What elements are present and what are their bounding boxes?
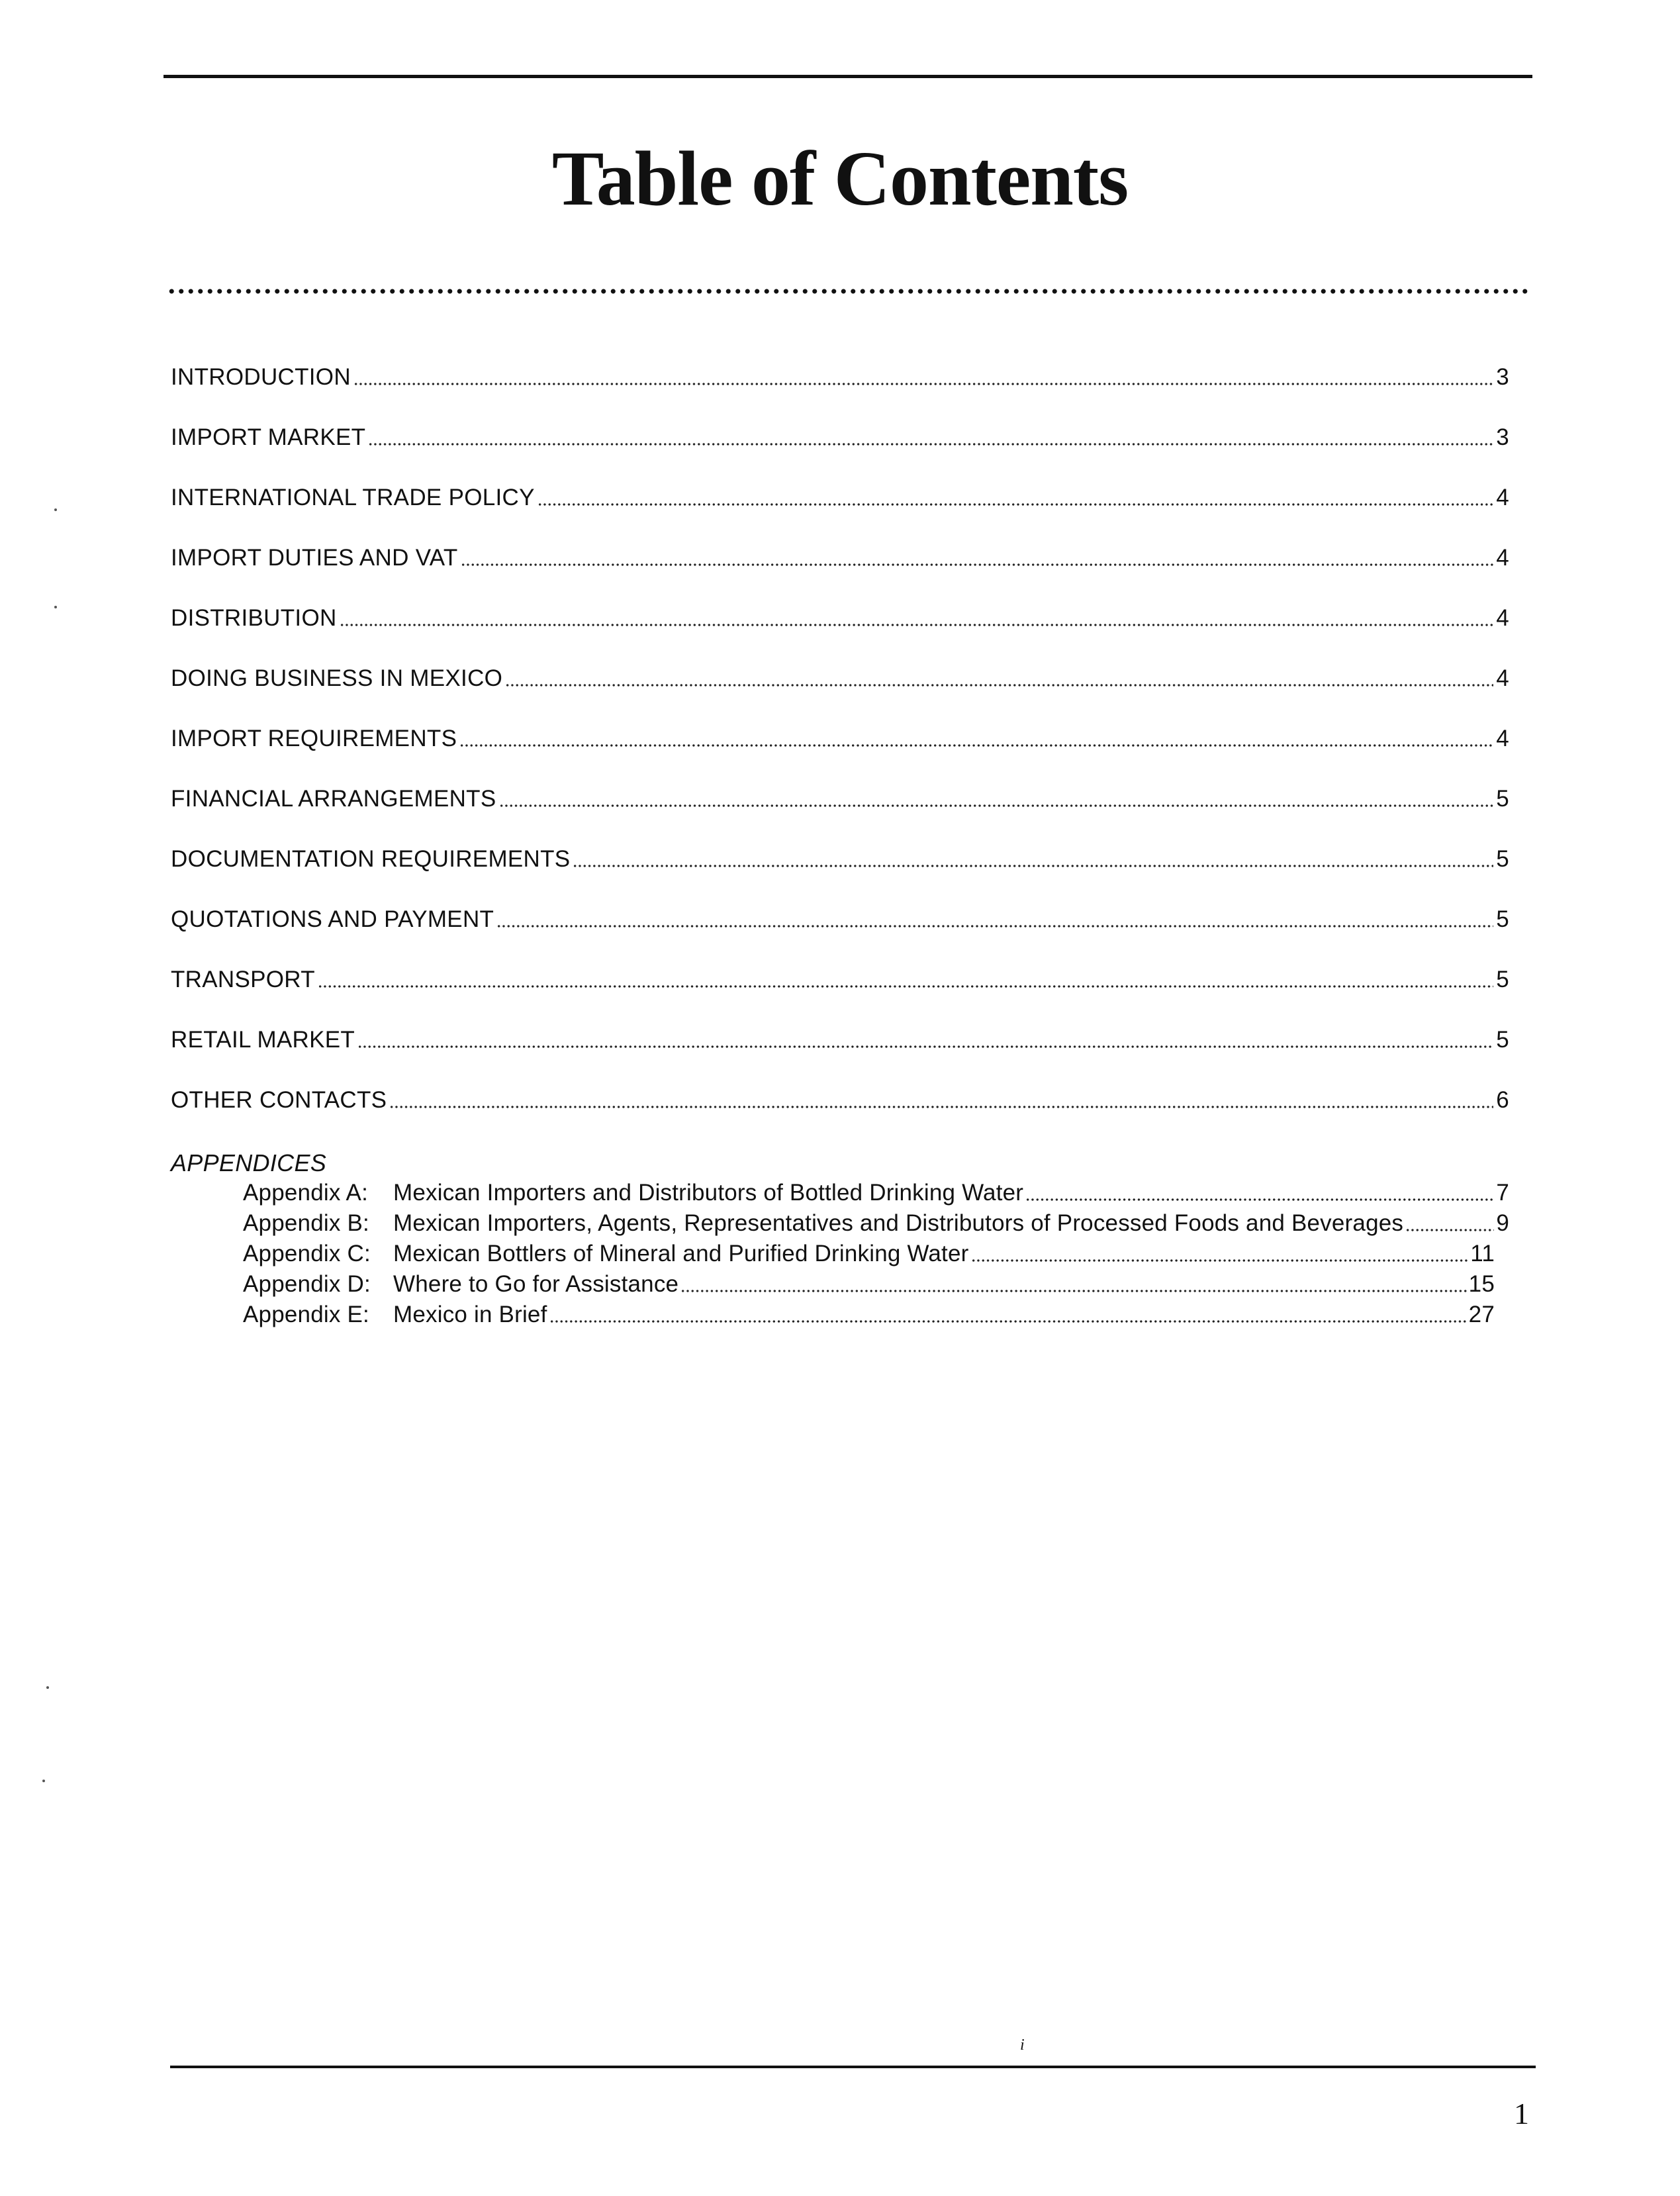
dot-leader <box>573 865 1493 867</box>
dot-leader <box>353 383 1493 385</box>
toc-entry-label: DISTRIBUTION <box>171 605 337 631</box>
toc-entry-page: 3 <box>1496 424 1509 450</box>
toc-entry[interactable] <box>171 785 1509 814</box>
appendices-heading: APPENDICES <box>171 1149 327 1176</box>
toc-entry[interactable] <box>171 423 1509 452</box>
dot-leader <box>496 925 1493 928</box>
toc-entry[interactable] <box>171 604 1509 633</box>
toc-entry-page: 5 <box>1496 906 1509 932</box>
toc-entry-page: 5 <box>1496 1027 1509 1053</box>
appendix-entry-label <box>243 1270 678 1299</box>
toc-entry-label: INTERNATIONAL TRADE POLICY <box>171 485 535 510</box>
appendix-title: Where to Go for Assistance <box>393 1271 679 1297</box>
toc-entry-page: 4 <box>1496 605 1509 631</box>
appendix-entry-label <box>243 1239 969 1268</box>
top-rule <box>163 75 1532 78</box>
toc-entry-label: IMPORT MARKET <box>171 424 366 450</box>
dot-leader <box>340 624 1494 626</box>
toc-entry-page: 5 <box>1496 846 1509 872</box>
toc-entry[interactable] <box>171 664 1509 693</box>
dot-leader <box>549 1320 1467 1323</box>
toc-entry-page: 4 <box>1496 726 1509 751</box>
dot-leader <box>971 1259 1469 1262</box>
appendix-entry[interactable] <box>243 1209 1509 1238</box>
dot-leader <box>1405 1229 1494 1231</box>
toc-entry-label: FINANCIAL ARRANGEMENTS <box>171 786 496 812</box>
scan-speck <box>42 1780 45 1782</box>
toc-entry-label: DOCUMENTATION REQUIREMENTS <box>171 846 571 872</box>
toc-entry[interactable] <box>171 363 1509 392</box>
appendix-entry[interactable] <box>243 1270 1495 1299</box>
toc-entry-page: 6 <box>1496 1087 1509 1113</box>
appendix-page: 7 <box>1496 1180 1509 1206</box>
dot-leader <box>461 563 1494 566</box>
dotted-divider <box>167 287 1532 295</box>
toc-entry-label: OTHER CONTACTS <box>171 1087 387 1113</box>
toc-entry-page: 4 <box>1496 545 1509 571</box>
appendix-entry[interactable] <box>243 1178 1509 1208</box>
scan-speck <box>46 1686 49 1689</box>
toc-entry[interactable] <box>171 724 1509 753</box>
toc-entry-page: 3 <box>1496 364 1509 390</box>
appendix-title: Mexico in Brief <box>393 1302 547 1327</box>
scan-speck <box>54 606 57 608</box>
toc-entry-page: 5 <box>1496 786 1509 812</box>
toc-entry-label: RETAIL MARKET <box>171 1027 355 1053</box>
dot-leader <box>680 1290 1466 1292</box>
appendix-code: Appendix C: <box>243 1241 371 1266</box>
toc-entry-label: INTRODUCTION <box>171 364 351 390</box>
appendix-page: 15 <box>1468 1271 1495 1297</box>
toc-entry-page: 4 <box>1496 485 1509 510</box>
dot-leader <box>537 503 1493 506</box>
dot-leader <box>499 804 1494 807</box>
toc-entry[interactable] <box>171 1026 1509 1055</box>
toc-entry[interactable] <box>171 965 1509 994</box>
appendix-title: Mexican Bottlers of Mineral and Purified Drinking Water <box>393 1241 969 1266</box>
toc-entry-label: QUOTATIONS AND PAYMENT <box>171 906 494 932</box>
toc-entry-label: IMPORT REQUIREMENTS <box>171 726 457 751</box>
bottom-rule <box>170 2066 1536 2068</box>
appendix-code: Appendix D: <box>243 1271 371 1297</box>
toc-entry[interactable] <box>171 544 1509 573</box>
appendix-title: Mexican Importers, Agents, Representatives and Distributors of Processed Foods and Beverages <box>393 1210 1404 1236</box>
scan-speck <box>54 508 57 511</box>
toc-entry[interactable] <box>171 483 1509 512</box>
dot-leader <box>318 985 1493 988</box>
appendix-page: 27 <box>1468 1302 1495 1327</box>
dot-leader <box>368 443 1493 446</box>
toc-entry[interactable] <box>171 845 1509 874</box>
toc-entry-page: 5 <box>1496 967 1509 992</box>
appendix-title: Mexican Importers and Distributors of Bottled Drinking Water <box>393 1180 1024 1206</box>
appendix-code: Appendix A: <box>243 1180 369 1206</box>
appendix-entry-label <box>243 1178 1023 1208</box>
toc-entry-label: DOING BUSINESS IN MEXICO <box>171 665 503 691</box>
toc-entry-page: 4 <box>1496 665 1509 691</box>
appendix-page: 9 <box>1496 1210 1509 1236</box>
dot-leader <box>357 1045 1493 1048</box>
toc-entry[interactable] <box>171 905 1509 934</box>
appendix-page: 11 <box>1470 1241 1495 1266</box>
toc-entry-label: TRANSPORT <box>171 967 315 992</box>
roman-page-mark: i <box>1020 2036 1025 2054</box>
dot-leader <box>505 684 1493 687</box>
appendix-code: Appendix B: <box>243 1210 369 1236</box>
dot-leader <box>389 1106 1493 1108</box>
appendix-entry-label <box>243 1209 1403 1238</box>
toc-entry-label: IMPORT DUTIES AND VAT <box>171 545 458 571</box>
appendix-entry[interactable] <box>243 1300 1495 1329</box>
appendix-code: Appendix E: <box>243 1302 369 1327</box>
dot-leader <box>1025 1198 1494 1201</box>
page-number: 1 <box>1514 2097 1529 2130</box>
dot-leader <box>459 744 1493 747</box>
appendix-entry[interactable] <box>243 1239 1495 1268</box>
page-title: Table of Contents <box>551 135 1129 222</box>
toc-entry[interactable] <box>171 1086 1509 1115</box>
appendix-entry-label <box>243 1300 547 1329</box>
